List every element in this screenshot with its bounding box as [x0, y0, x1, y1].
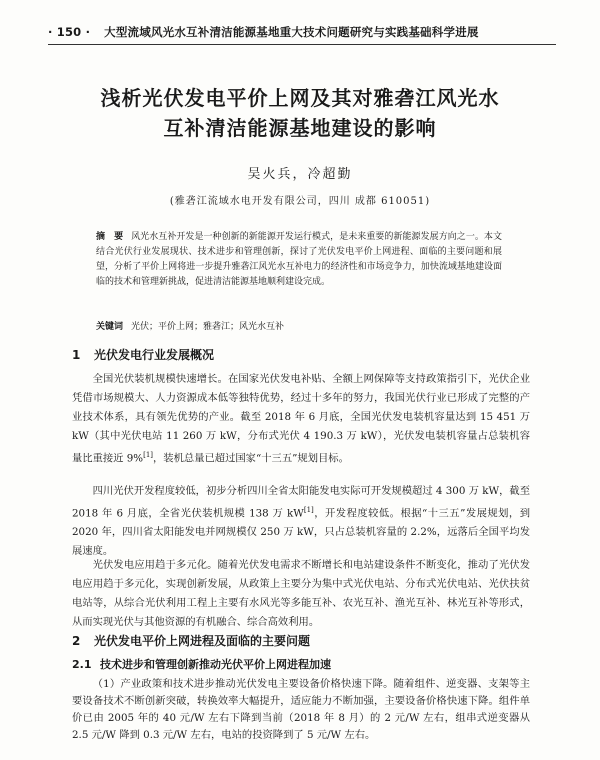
section-1-paragraph-1: 全国光伏装机规模快速增长。在国家光伏发电补贴、全额上网保障等支持政策指引下，光伏企业凭借市场规模大、人力资源成本低等独特优势，经过十多年的努力，我国光伏行业已形成了完整的产业技术体系，具有领先优势的产业。截至 2018 年 6 月底，全国光伏发电装机容量达到 15 451 万 kW（其中光伏电站 11 260 万 kW，分布式光伏 4 190.3 万 kW），光伏发电装机容量占总装机容量比重接近 9%[1]，装机总量已超过国家“十三五”规划目标。: [72, 373, 530, 465]
citation-ref: [1]: [143, 451, 154, 459]
section-1-number: 1: [72, 348, 81, 362]
section-1-title: 光伏发电行业发展概况: [94, 348, 215, 362]
section-2-1-heading: [72, 656, 331, 672]
page-number: · 150 ·: [48, 25, 91, 39]
section-1-paragraph-3: 光伏发电应用趋于多元化。随着光伏发电需求不断增长和电站建设条件不断变化，推动了光伏发电应用趋于多元化，实现创新发展，从政策上主要分为集中式光伏电站、分布式光伏电站、光伏扶贫电站等，从综合光伏利用工程上主要有水风光等多能互补、农光互补、渔光互补、林光互补等形式，从而实现光伏与其他资源的有机融合、综合高效利用。: [72, 559, 530, 628]
article-title-line-2: 互补清洁能源基地建设的影响: [163, 116, 437, 140]
authors: 吴火兵，冷超勤: [247, 167, 353, 182]
section-2-number: 2: [72, 634, 81, 648]
section-2-heading: [72, 632, 310, 649]
running-header: [48, 24, 548, 40]
abstract: [96, 230, 502, 290]
header-rule: [48, 44, 556, 45]
affiliation: (雅砻江流域水电开发有限公司，四川 成都 610051): [169, 196, 431, 207]
section-1-heading: [72, 346, 214, 363]
article-title-line-1: 浅析光伏发电平价上网及其对雅砻江风光水: [100, 86, 500, 110]
section-2-1-number: 2.1: [72, 658, 92, 671]
section-2-1-title: 技术进步和管理创新推动光伏平价上网进程加速: [100, 658, 331, 671]
keywords: [96, 320, 502, 334]
abstract-text: 风光水互补开发是一种创新的新能源开发运行模式，是未来重要的新能源发展方向之一。本文结合光伏行业发展现状、技术进步和管理创新，探讨了光伏发电平价上网进程、面临的主要问题和展望，分析了平价上网将进一步提升雅砻江风光水互补电力的经济性和市场竞争力，加快流域基地建设面临的技术和管理新挑战，促进清洁能源基地顺利建设完成。: [96, 232, 502, 287]
citation-ref: [1]: [303, 506, 314, 514]
keywords-label: 关键词: [96, 322, 124, 332]
section-2-1-paragraph-1: （1）产业政策和技术进步推动光伏发电主要设备价格快速下降。随着组件、逆变器、支架等主要设备技术不断创新突破，转换效率大幅提升，适应能力不断加强，主要设备价格快速下降。组件单价已由 2005 年的 40 元/W 左右下降到当前（2018 年 8 月）的 2 元/W 左右，组串式逆变器从 2.5 元/W 降到 0.3 元/W 左右，电站的投资降到了 5 元/W 左右。: [72, 678, 530, 741]
keywords-text: 光伏；平价上网；雅砻江；风光水互补: [131, 322, 285, 332]
abstract-label: 摘 要: [96, 232, 124, 242]
section-1-paragraph-2: 四川光伏开发程度较低，初步分析四川全省太阳能发电实际可开发规模超过 4 300 万 kW，截至 2018 年 6 月底，全省光伏装机规模 138 万 kW[1]，开发程度较低。根据“十三五”发展规划，到 2020 年，四川省太阳能发电并网规模仅 250 万 kW，只占总装机容量的 2.2%，远落后全国平均发展速度。: [72, 485, 530, 558]
running-title: 大型流域风光水互补清洁能源基地重大技术问题研究与实践基础科学进展: [104, 25, 479, 39]
section-2-title: 光伏发电平价上网进程及面临的主要问题: [94, 634, 311, 648]
